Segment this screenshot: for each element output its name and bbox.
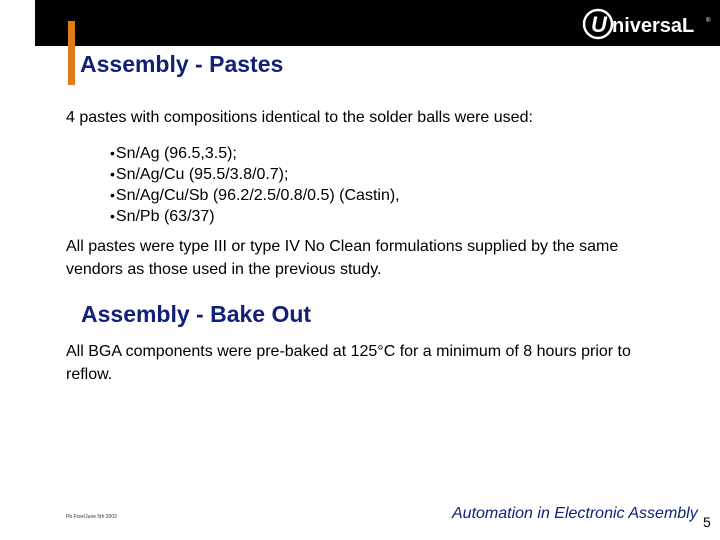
- list-item-text: Sn/Pb (63/37): [115, 208, 215, 225]
- bullet-icon: •: [110, 187, 115, 203]
- section-title-bake-out: Assembly - Bake Out: [81, 301, 312, 327]
- intro-text: 4 pastes with compositions identical to the solder balls were used:: [66, 109, 533, 126]
- paste-list: [110, 143, 400, 227]
- list-item: [110, 164, 400, 185]
- logo-wordmark: niversaL: [612, 15, 695, 37]
- header-bar: [35, 0, 720, 46]
- universal-logo: [582, 6, 720, 42]
- slide-title: Assembly - Pastes: [80, 51, 284, 77]
- bake-out-paragraph: All BGA components were pre-baked at 125°C for a minimum of 8 hours prior to reflow.: [66, 343, 631, 383]
- title-accent-bar: [68, 21, 75, 85]
- bullet-icon: •: [110, 208, 115, 224]
- footer-date: Pb Free/June 5th 2002: [66, 514, 117, 520]
- list-item-text: Sn/Ag/Cu (95.5/3.8/0.7);: [115, 166, 289, 183]
- list-item: [110, 143, 400, 164]
- list-item: [110, 206, 400, 227]
- list-item-text: Sn/Ag/Cu/Sb (96.2/2.5/0.8/0.5) (Castin),: [115, 187, 400, 204]
- footer-tagline: Automation in Electronic Assembly: [452, 505, 698, 522]
- logo-trademark: ®: [706, 18, 711, 24]
- list-item: [110, 185, 400, 206]
- bullet-icon: •: [110, 166, 115, 182]
- list-item-text: Sn/Ag (96.5,3.5);: [115, 145, 237, 162]
- page-number: 5: [703, 514, 711, 530]
- bullet-icon: •: [110, 145, 115, 161]
- paste-type-paragraph: All pastes were type III or type IV No Clean formulations supplied by the same vendors as those used in the previous study.: [66, 238, 619, 278]
- logo-mark: U: [591, 12, 607, 37]
